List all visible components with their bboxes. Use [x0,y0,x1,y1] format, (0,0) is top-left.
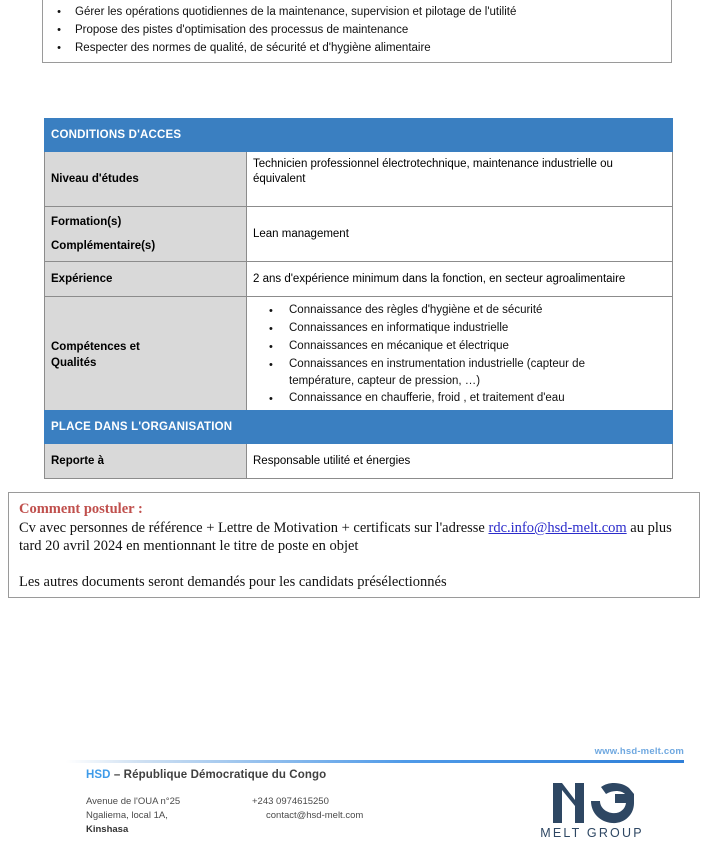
list-item [247,320,666,338]
list-item [247,390,666,408]
table-row [45,152,673,207]
row-value-experience: 2 ans d'expérience minimum dans la fonction, en secteur agroalimentaire [247,262,673,297]
row-label-formation [45,207,247,262]
bullet-icon: • [269,393,273,405]
footer-address-line2: Ngaliema, local 1A, [86,810,168,821]
bullet-icon: • [269,305,273,317]
bullet-icon: • [57,42,61,54]
footer-logo [532,782,652,840]
list-item [43,21,671,39]
list-item-label: Propose des pistes d'optimisation des processus de maintenance [75,24,409,36]
table-row [45,297,673,414]
row-label-formation-line2: Complémentaire(s) [51,240,156,252]
table-row [45,262,673,297]
apply-text-before-link: Cv avec personnes de référence + Lettre de Motivation + certificats sur l'adresse [19,520,489,536]
list-item-label: Connaissance des règles d'hygiène et de sécurité [289,304,543,316]
footer-address-block [86,795,180,837]
footer-address-city: Kinshasa [86,824,129,835]
footer-logo-text: MELT GROUP [540,826,644,840]
bullet-icon: • [57,6,61,18]
how-to-apply-box [8,492,700,598]
row-label-niveau-etudes: Niveau d'études [45,152,247,207]
list-item [247,356,666,390]
list-item-label: Gérer les opérations quotidiennes de la maintenance, supervision et pilotage de l'utilité [75,6,517,18]
list-item-label: Connaissance en chaufferie, froid , et traitement d'eau [289,392,565,404]
place-table-header-title: PLACE DANS L'ORGANISATION [45,411,247,444]
how-to-apply-body [19,519,689,555]
row-label-competences-line1: Compétences et [51,341,140,353]
footer-brand-hsd: HSD [86,769,111,781]
bullet-icon: • [269,323,273,335]
row-label-competences-line2: Qualités [51,357,97,369]
list-item [43,3,671,21]
footer-address-line1: Avenue de l'OUA n°25 [86,796,181,807]
conditions-table-container [44,118,673,414]
footer-contact-block [252,795,363,823]
table-header-row [45,411,673,444]
list-item-label: Connaissances en instrumentation industrielle (capteur de température, capteur de pression, …) [289,358,585,387]
melt-group-monogram-icon [549,782,635,824]
footer-company-rest: – République Démocratique du Congo [110,769,327,781]
list-item [247,338,666,356]
bullet-icon: • [269,359,273,371]
table-header-blank [247,119,673,152]
row-value-formation: Lean management [247,207,673,262]
list-item-label: Respecter des normes de qualité, de sécurité et d'hygiène alimentaire [75,42,431,54]
row-value-reporte-a: Responsable utilité et énergies [247,444,673,479]
apply-text-after-link: au plus tard 20 avril 2024 en mentionnant le titre de poste en objet [19,520,672,554]
conditions-table [44,118,673,414]
table-header-row [45,119,673,152]
table-row [45,444,673,479]
row-value-niveau-etudes: Technicien professionnel électrotechnique, maintenance industrielle ou équivalent [247,152,673,207]
list-item-label: Connaissances en mécanique et électrique [289,340,509,352]
footer-divider [66,760,684,763]
table-header-title: CONDITIONS D'ACCES [45,119,247,152]
bullet-icon: • [57,24,61,36]
row-label-experience: Expérience [45,262,247,297]
list-item [43,39,671,57]
place-table-container [44,410,673,479]
footer-company-line [86,769,326,781]
place-table [44,410,673,479]
row-label-formation-line1: Formation(s) [51,216,122,228]
row-value-competences [247,297,673,414]
row-label-reporte-a: Reporte à [45,444,247,479]
bullet-icon: • [269,341,273,353]
footer-website-url[interactable]: www.hsd-melt.com [594,746,684,757]
how-to-apply-title: Comment postuler : [19,501,143,517]
footer-phone: +243 0974615250 [252,796,329,807]
place-table-header-blank [247,411,673,444]
apply-email-link[interactable]: rdc.info@hsd-melt.com [488,520,627,536]
list-item-label: Connaissances en informatique industrielle [289,322,509,334]
footer-email: contact@hsd-melt.com [266,810,364,821]
how-to-apply-note: Les autres documents seront demandés pour les candidats présélectionnés [19,574,447,590]
missions-bullet-box [42,0,672,63]
row-label-competences [45,297,247,414]
competences-list [247,302,666,408]
list-item [247,302,666,320]
table-row [45,207,673,262]
